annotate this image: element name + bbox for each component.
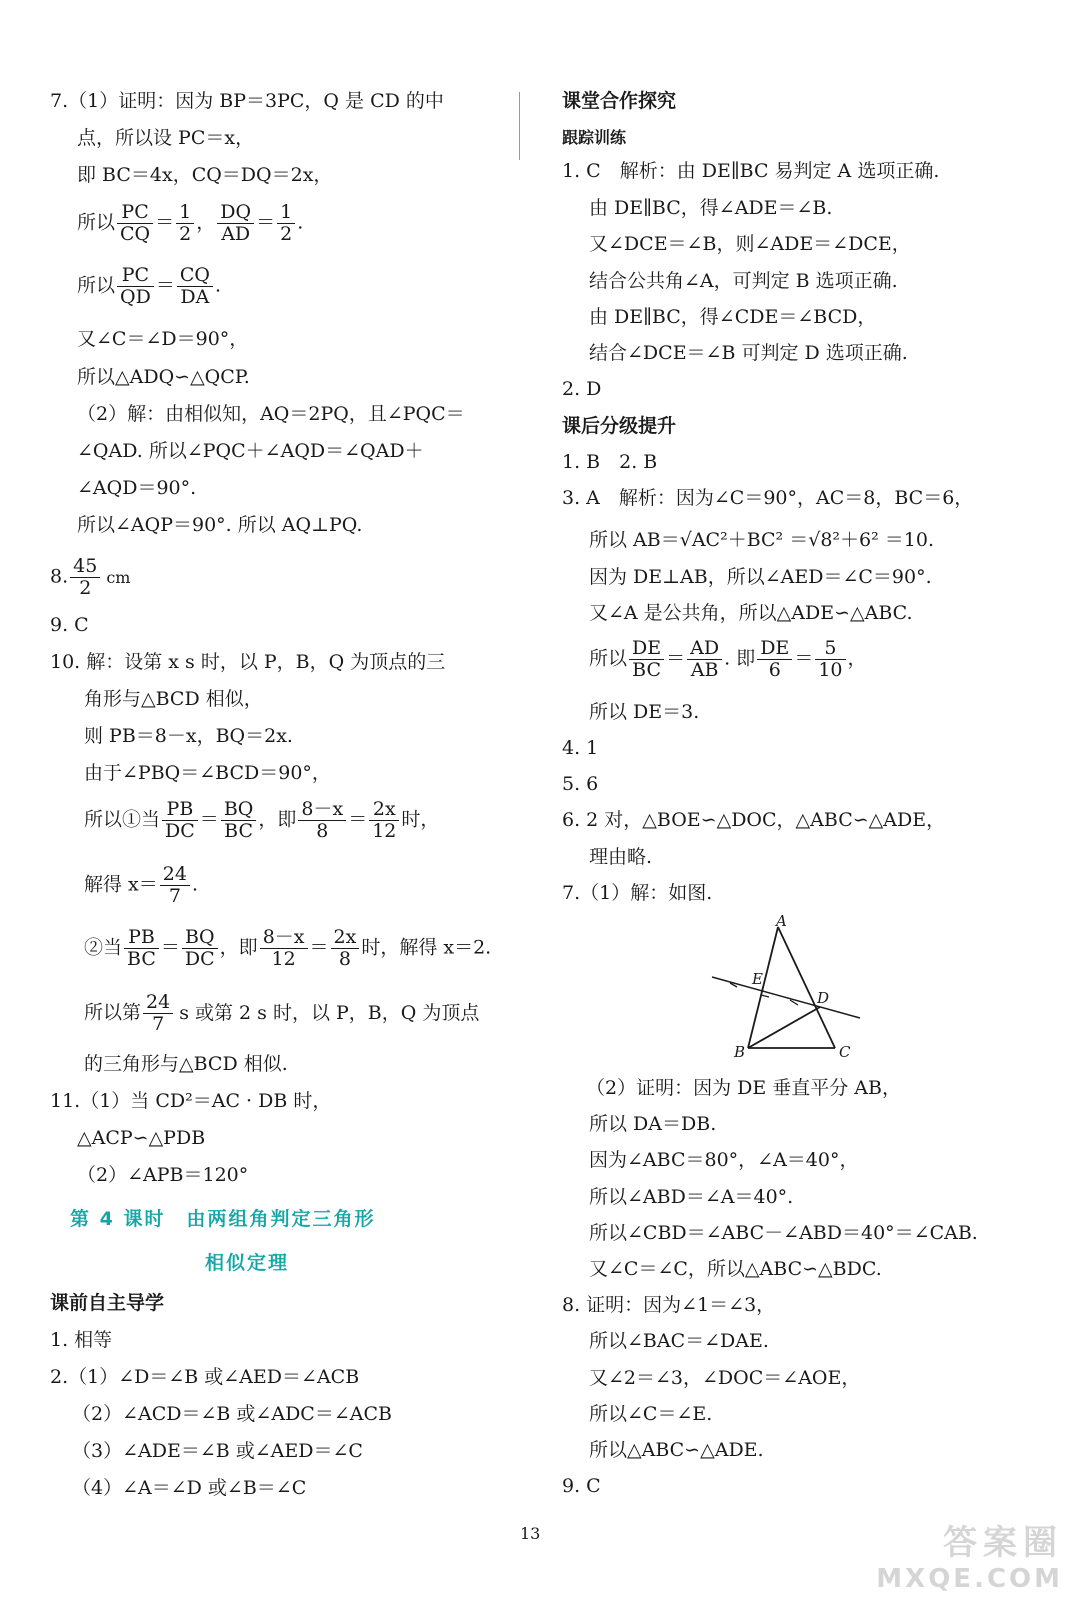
pre-q2-4: （4）∠A＝∠D 或∠B＝∠C [72, 1477, 307, 1499]
p7-line-5: 所以∠ABD＝∠A＝40°. [589, 1186, 794, 1208]
t2: 2. D [562, 378, 602, 400]
q7-line-9: ∠QAD. 所以∠PQC＋∠AQD＝∠QAD＋ [77, 440, 424, 462]
pre-q1: 1. 相等 [50, 1329, 113, 1351]
t1-line-5: 由 DE∥BC，得∠CDE＝∠BCD， [589, 306, 877, 328]
text: 所以 [77, 211, 116, 234]
fraction: $\frac{45}{2}$ [70, 556, 100, 599]
t1-line-2: 由 DE∥BC，得∠ADE＝∠B. [589, 197, 833, 219]
p6-line-2: 理由略. [589, 846, 653, 868]
p3-line-3: 因为 DE⊥AB，所以∠AED＝∠C＝90°. [589, 566, 932, 588]
fraction: $\frac{1}{2}$ [176, 202, 194, 245]
q7-line-4: 所以 $\frac{PC}{CQ}$ ＝ $\frac{1}{2}$ ， $\frac{DQ}{AD}$ ＝ $\frac{1}{2}$ . [77, 201, 304, 245]
label-a: A [776, 915, 787, 930]
q10-line-1: 10. 解：设第 x s 时，以 P，B，Q 为顶点的三 [50, 651, 446, 673]
segment-bd [748, 1007, 820, 1048]
t1-line-4: 结合公共角∠A，可判定 B 选项正确. [589, 270, 898, 292]
q10-line-8: 所以第 $\frac{24}{7}$ s 或第 2 s 时，以 P，B，Q 为顶点 [84, 991, 480, 1035]
q7-line-2: 点，所以设 PC＝x， [77, 127, 255, 149]
q8: 8. $\frac{45}{2}$ cm [50, 555, 131, 599]
label-d: D [817, 989, 830, 1007]
p8-line-1: 8. 证明：因为∠1＝∠3， [562, 1294, 776, 1316]
watermark-logo: 答案圈 MXQE.COM [876, 1523, 1063, 1594]
pre-q2-2: （2）∠ACD＝∠B 或∠ADC＝∠ACB [72, 1403, 392, 1425]
q7-line-1: 7.（1）证明：因为 BP＝3PC，Q 是 CD 的中 [50, 90, 444, 112]
q7-line-11: 所以∠AQP＝90°. 所以 AQ⊥PQ. [77, 514, 363, 536]
column-divider [519, 92, 520, 160]
fraction: $\frac{CQ}{DA}$ [177, 265, 213, 308]
sub-heading: 跟踪训练 [562, 128, 627, 147]
p4: 4. 1 [562, 737, 599, 759]
p3-line-5: 所以 $\frac{DE}{BC}$ ＝ $\frac{AD}{AB}$ . 即 $\frac{DE}{6}$ ＝ $\frac{5}{10}$ ， [589, 637, 867, 681]
fraction: $\frac{5}{10}$ [815, 638, 845, 681]
q7-line-7: 所以△ADQ∽△QCP. [77, 366, 250, 388]
q11-line-3: （2）∠APB＝120° [77, 1164, 249, 1186]
q7-line-5: 所以 $\frac{PC}{QD}$ ＝ $\frac{CQ}{DA}$ . [77, 264, 222, 308]
p3-line-4: 又∠A 是公共角，所以△ADE∽△ABC. [589, 602, 913, 624]
q10-line-6: 解得 x＝ $\frac{24}{7}$ . [84, 863, 198, 907]
fraction: $\frac{PB}{BC}$ [124, 927, 159, 970]
fraction: $\frac{BQ}{DC}$ [182, 927, 218, 970]
t1-line-1: 1. C 解析：由 DE∥BC 易判定 A 选项正确. [562, 160, 940, 182]
p7-line-7: 又∠C＝∠C，所以△ABC∽△BDC. [589, 1258, 882, 1280]
fraction: $\frac{AD}{AB}$ [687, 638, 722, 681]
p8-line-2: 所以∠BAC＝∠DAE. [589, 1330, 769, 1352]
p7-line-3: 所以 DA＝DB. [589, 1113, 717, 1135]
q7-line-10: ∠AQD＝90°. [77, 477, 197, 499]
q10-line-5: 所以①当 $\frac{PB}{DC}$ ＝ $\frac{BQ}{BC}$ ，即 $\frac{8-x}{8}$ ＝ $\frac{2x}{12}$ 时， [84, 798, 440, 842]
label-e: E [752, 970, 763, 988]
p7-line-1: 7.（1）解：如图. [562, 882, 713, 904]
fraction: $\frac{DQ}{AD}$ [217, 202, 254, 245]
q7-line-6: 又∠C＝∠D＝90°， [77, 328, 249, 350]
fraction: $\frac{PC}{CQ}$ [117, 202, 153, 245]
q11-line-1: 11.（1）当 CD²＝AC · DB 时， [50, 1090, 332, 1112]
p8-line-4: 所以∠C＝∠E. [589, 1403, 713, 1425]
section-heading: 课前自主导学 [50, 1292, 165, 1314]
fraction: $\frac{PC}{QD}$ [117, 265, 154, 308]
p9: 9. C [562, 1475, 601, 1497]
triangle-figure [700, 915, 875, 1065]
pre-q2-1: 2.（1）∠D＝∠B 或∠AED＝∠ACB [50, 1366, 360, 1388]
q10-line-3: 则 PB＝8－x，BQ＝2x. [84, 725, 293, 747]
fraction: $\frac{1}{2}$ [277, 202, 295, 245]
fraction: $\frac{24}{7}$ [143, 992, 173, 1035]
q9: 9. C [50, 614, 89, 636]
p1: 1. B 2. B [562, 451, 658, 473]
section-heading: 课后分级提升 [562, 415, 677, 437]
lesson-title-cont: 相似定理 [205, 1252, 290, 1274]
p3-line-1: 3. A 解析：因为∠C＝90°，AC＝8，BC＝6， [562, 487, 974, 509]
q11-line-2: △ACP∽△PDB [77, 1127, 206, 1149]
side-ac [778, 927, 835, 1048]
p7-line-2: （2）证明：因为 DE 垂直平分 AB， [586, 1077, 901, 1099]
p8-line-5: 所以△ABC∽△ADE. [589, 1439, 764, 1461]
pre-q2-3: （3）∠ADE＝∠B 或∠AED＝∠C [72, 1440, 363, 1462]
t1-line-3: 又∠DCE＝∠B，则∠ADE＝∠DCE， [589, 233, 911, 255]
label-c: C [839, 1043, 851, 1061]
fraction: $\frac{2x}{12}$ [369, 799, 399, 842]
q10-line-2: 角形与△BCD 相似， [84, 688, 263, 710]
label-b: B [734, 1043, 746, 1061]
p5: 5. 6 [562, 773, 599, 795]
p7-line-4: 因为∠ABC＝80°，∠A＝40°， [589, 1149, 859, 1171]
fraction: $\frac{8-x}{12}$ [260, 927, 308, 970]
p8-line-3: 又∠2＝∠3，∠DOC＝∠AOE， [589, 1367, 861, 1389]
page-number: 13 [520, 1524, 541, 1543]
fraction: $\frac{DE}{BC}$ [629, 638, 664, 681]
fraction: $\frac{2x}{8}$ [331, 927, 360, 970]
q10-line-4: 由于∠PBQ＝∠BCD＝90°， [84, 762, 331, 784]
p7-line-6: 所以∠CBD＝∠ABC－∠ABD＝40°＝∠CAB. [589, 1222, 978, 1244]
p3-line-2: 所以 AB＝√AC²＋BC² ＝√8²＋6² ＝10. [589, 529, 934, 551]
q10-line-7: ②当 $\frac{PB}{BC}$ ＝ $\frac{BQ}{DC}$ ，即 $\frac{8-x}{12}$ ＝ $\frac{2x}{8}$ 时，解得 x＝2. [84, 926, 492, 970]
section-heading: 课堂合作探究 [562, 90, 677, 112]
fraction: $\frac{BQ}{BC}$ [221, 799, 257, 842]
fraction: $\frac{24}{7}$ [160, 864, 190, 907]
p3-line-6: 所以 DE＝3. [589, 701, 700, 723]
p6-line-1: 6. 2 对，△BOE∽△DOC，△ABC∽△ADE， [562, 809, 946, 831]
fraction: $\frac{8-x}{8}$ [298, 799, 346, 842]
lesson-title: 第 4 课时 由两组角判定三角形 [70, 1208, 376, 1230]
q7-line-8: （2）解：由相似知，AQ＝2PQ，且∠PQC＝ [77, 403, 465, 425]
perpendicular-bisector [712, 977, 860, 1018]
q10-line-9: 的三角形与△BCD 相似. [84, 1053, 288, 1075]
fraction: $\frac{PB}{DC}$ [162, 799, 198, 842]
fraction: $\frac{DE}{6}$ [757, 638, 792, 681]
t1-line-6: 结合∠DCE＝∠B 可判定 D 选项正确. [589, 342, 908, 364]
q7-line-3: 即 BC＝4x，CQ＝DQ＝2x， [77, 164, 333, 186]
